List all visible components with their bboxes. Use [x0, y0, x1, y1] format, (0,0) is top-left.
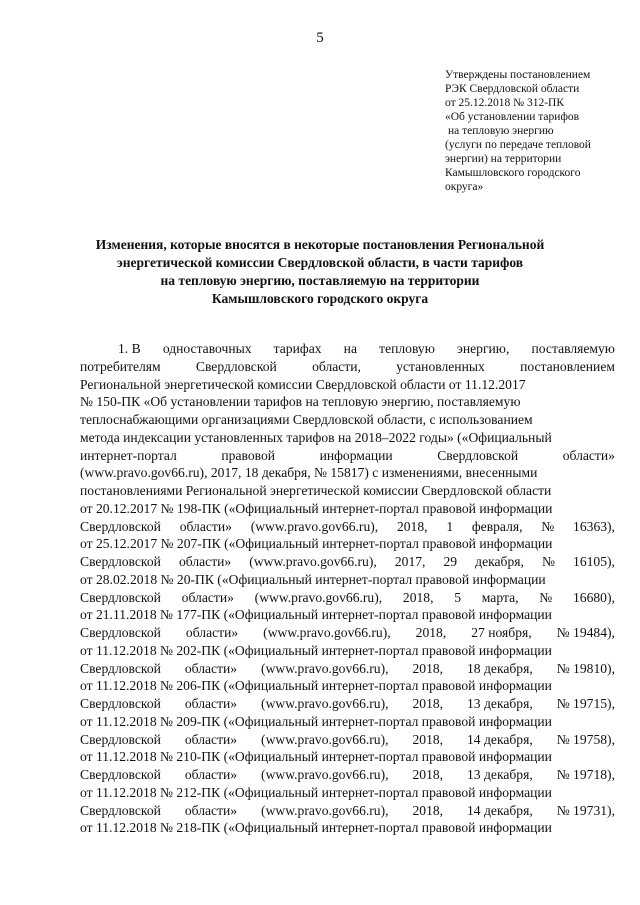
- body-word: 2018,: [396, 518, 428, 534]
- body-word: (www.pravo.gov66.ru),: [249, 554, 377, 569]
- body-line: [80, 713, 615, 731]
- body-line: [80, 358, 615, 376]
- body-word: 18 декабря,: [467, 660, 533, 676]
- body-line: [80, 802, 615, 820]
- body-word: декабря,: [475, 554, 524, 569]
- body-word: установленных: [396, 358, 485, 374]
- body-word: 29: [443, 554, 458, 569]
- body-word: Свердловской: [80, 518, 161, 534]
- body-word: № 19758),: [556, 731, 615, 747]
- body-line: [80, 571, 615, 589]
- body-word: 1: [446, 518, 454, 534]
- body-line: [80, 624, 615, 642]
- body-word: № 19718),: [556, 767, 615, 782]
- body-word: 1. В: [118, 341, 141, 356]
- body-word: области»: [562, 447, 615, 463]
- body-word: энергию,: [457, 341, 510, 356]
- body-word: постановлением: [520, 358, 615, 374]
- body-word: 27 ноября,: [471, 625, 532, 640]
- body-line: [80, 553, 615, 571]
- body-word: (www.pravo.gov66.ru), 2017, 18 декабря, № 15817) с изменениями, внесенными: [80, 465, 538, 481]
- approval-line: «Об установлении тарифов: [445, 111, 580, 123]
- body-word: информации: [319, 447, 393, 463]
- body-word: (www.pravo.gov66.ru),: [261, 660, 389, 676]
- body-line: [80, 606, 615, 624]
- body-word: Региональной энергетической комиссии Свердловской области от 11.12.2017: [80, 376, 526, 392]
- body-line: [80, 766, 615, 784]
- approval-line: Утверждены постановлением: [445, 69, 591, 81]
- body-line: [80, 748, 615, 766]
- body-word: области»: [178, 554, 232, 569]
- body-line: [80, 535, 615, 553]
- body-line: [80, 518, 615, 536]
- body-paragraph: [80, 340, 615, 837]
- body-word: постановлениями Региональной энергетической комиссии Свердловской области: [80, 483, 552, 498]
- body-word: Свердловской: [80, 767, 161, 782]
- body-word: марта,: [481, 589, 519, 605]
- title-line: Камышловского городского округа: [211, 291, 429, 306]
- body-word: Свердловской: [80, 731, 161, 747]
- body-word: (www.pravo.gov66.ru),: [261, 696, 389, 711]
- body-word: от 21.11.2018 № 177-ПК («Официальный интернет-портал правовой информации: [80, 607, 552, 623]
- title-line: Изменения, которые вносятся в некоторые постановления Региональной: [95, 237, 545, 252]
- body-line: [80, 500, 615, 518]
- body-word: одноставочных: [162, 341, 252, 356]
- body-word: потребителям: [80, 358, 161, 374]
- document-title: [60, 236, 580, 308]
- approval-line: (услуги по передаче тепловой: [445, 139, 591, 151]
- approval-line: энергии) на территории: [445, 153, 562, 165]
- page-number: 5: [316, 30, 324, 46]
- body-word: (www.pravo.gov66.ru),: [254, 589, 383, 605]
- body-word: области»: [184, 696, 238, 711]
- body-word: Свердловской: [80, 554, 161, 569]
- body-word: № 19731),: [556, 802, 615, 818]
- body-line: [80, 784, 615, 802]
- title-line: энергетической комиссии Свердловской области, в части тарифов: [116, 255, 524, 270]
- body-word: 2018,: [412, 696, 444, 711]
- body-word: области»: [181, 589, 234, 605]
- body-word: интернет-портал: [80, 447, 177, 463]
- body-word: от 11.12.2018 № 202-ПК («Официальный интернет-портал правовой информации: [80, 642, 552, 658]
- body-word: Свердловской: [80, 589, 161, 605]
- body-word: 16105),: [573, 554, 615, 569]
- body-word: 2018,: [402, 589, 434, 605]
- approval-line: Камышловского городского: [445, 167, 581, 179]
- body-word: 2018,: [412, 660, 444, 676]
- body-word: поставляемую: [531, 341, 615, 356]
- approval-line: округа»: [445, 181, 484, 193]
- body-word: №: [539, 589, 553, 605]
- body-word: 2018,: [412, 767, 444, 782]
- body-word: 14 декабря,: [467, 731, 533, 747]
- body-word: от 11.12.2018 № 206-ПК («Официальный интернет-портал правовой информации: [80, 678, 552, 694]
- body-word: 2017,: [394, 554, 426, 569]
- body-word: №: [541, 518, 555, 534]
- body-word: области»: [185, 625, 239, 640]
- body-line: [80, 393, 615, 411]
- body-word: от 20.12.2017 № 198-ПК («Официальный интернет-портал правовой информации: [80, 500, 553, 516]
- body-word: (www.pravo.gov66.ru),: [250, 518, 379, 534]
- body-word: 13 декабря,: [467, 696, 533, 711]
- body-word: области»: [184, 767, 238, 782]
- body-word: № 19484),: [556, 625, 615, 640]
- body-word: от 11.12.2018 № 210-ПК («Официальный интернет-портал правовой информации: [80, 749, 552, 765]
- body-word: от 11.12.2018 № 212-ПК («Официальный интернет-портал правовой информации: [80, 784, 552, 800]
- body-line: [80, 429, 615, 447]
- body-line: [80, 642, 615, 660]
- body-word: Свердловской: [437, 447, 519, 463]
- body-word: 5: [454, 589, 462, 605]
- approval-block: [445, 68, 625, 194]
- body-word: от 11.12.2018 № 209-ПК («Официальный интернет-портал правовой информации: [80, 713, 552, 729]
- title-line: на тепловую энергию, поставляемую на территории: [160, 273, 480, 288]
- body-word: теплоснабжающими организациями Свердловской области, с использованием: [80, 412, 533, 427]
- body-line: [80, 677, 615, 695]
- body-word: от 25.12.2017 № 207-ПК («Официальный интернет-портал правовой информации: [80, 536, 553, 552]
- body-word: (www.pravo.gov66.ru),: [261, 767, 389, 782]
- body-word: (www.pravo.gov66.ru),: [261, 802, 389, 818]
- body-word: Свердловской: [80, 696, 161, 711]
- body-word: на: [343, 341, 357, 356]
- body-line: [80, 589, 615, 607]
- body-word: 16363),: [573, 518, 615, 534]
- body-word: области»: [184, 731, 238, 747]
- body-word: № 19715),: [556, 696, 615, 711]
- body-line: [80, 482, 615, 500]
- body-word: области»: [184, 660, 238, 676]
- body-line: [80, 447, 615, 465]
- body-word: области»: [184, 802, 238, 818]
- body-word: правовой: [221, 447, 276, 463]
- body-word: № 150-ПК «Об установлении тарифов на тепловую энергию, поставляемую: [80, 394, 521, 410]
- body-word: метода индексации установленных тарифов на 2018–2022 годы» («Официальный: [80, 429, 552, 445]
- body-word: 14 декабря,: [467, 802, 533, 818]
- body-word: 16680),: [572, 589, 615, 605]
- body-word: февраля,: [471, 518, 523, 534]
- body-line: [80, 376, 615, 394]
- body-line: [80, 695, 615, 713]
- body-word: Свердловской: [195, 358, 277, 374]
- body-word: (www.pravo.gov66.ru),: [261, 731, 389, 747]
- body-line: [80, 819, 615, 837]
- approval-line: РЭК Свердловской области: [445, 83, 580, 95]
- body-word: 2018,: [415, 625, 447, 640]
- body-word: 2018,: [412, 731, 444, 747]
- body-word: 2018,: [412, 802, 444, 818]
- body-line: [80, 411, 615, 429]
- body-word: Свердловской: [80, 625, 161, 640]
- body-line: [80, 731, 615, 749]
- body-line: [80, 340, 615, 358]
- body-word: области,: [312, 358, 361, 374]
- body-word: №: [541, 554, 555, 569]
- body-word: Свердловской: [80, 660, 161, 676]
- body-word: Свердловской: [80, 802, 161, 818]
- body-line: [80, 660, 615, 678]
- body-word: области»: [179, 518, 232, 534]
- approval-line: на тепловую энергию: [448, 125, 554, 137]
- body-word: от 28.02.2018 № 20-ПК («Официальный интернет-портал правовой информации: [80, 571, 546, 587]
- approval-line: от 25.12.2018 № 312-ПК: [445, 97, 565, 109]
- body-word: 13 декабря,: [467, 767, 533, 782]
- body-word: тарифах: [273, 341, 322, 356]
- body-word: № 19810),: [556, 660, 615, 676]
- body-word: от 11.12.2018 № 218-ПК («Официальный интернет-портал правовой информации: [80, 820, 552, 836]
- body-line: [80, 464, 615, 482]
- body-word: (www.pravo.gov66.ru),: [263, 625, 391, 640]
- body-word: тепловую: [379, 341, 435, 356]
